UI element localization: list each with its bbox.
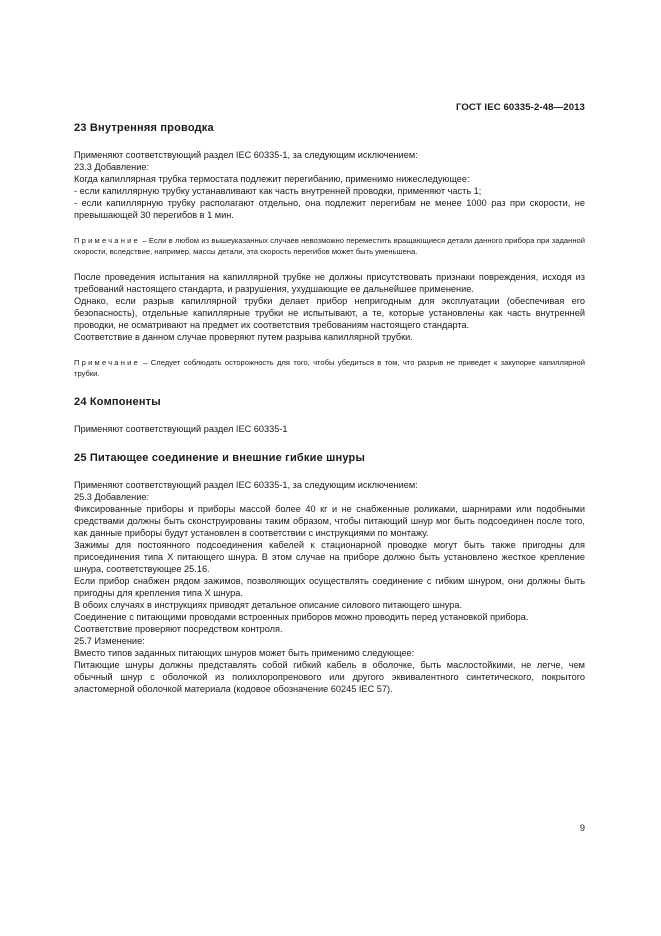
paragraph: - если капиллярную трубку располагают отдельно, она подлежит перегибам не менее 1000 раз при скорости, не превышающей 30 перегибов в 1 мин.	[74, 198, 585, 220]
note-label: Примечание	[74, 236, 140, 245]
paragraph: Вместо типов заданных питающих шнуров может быть применимо следующее:	[74, 648, 415, 658]
paragraph: Применяют соответствующий раздел IEC 60335-1, за следующим исключением:	[74, 480, 418, 490]
paragraph: 23.3 Добавление:	[74, 162, 150, 172]
paragraph: После проведения испытания на капиллярной трубке не должны присутствовать признаки повреждения, исходя из требований настоящего стандарта, и разрушения, ухудшающие ее дальнейшее применение.	[74, 272, 585, 294]
section-25-heading: 25 Питающее соединение и внешние гибкие шнуры	[74, 452, 366, 464]
note-text: – Следует соблюдать осторожность для того, чтобы убедиться в том, что разрыв не приведет к закупорке капиллярной трубки.	[74, 358, 585, 378]
paragraph: Соответствие проверяют посредством контроля.	[74, 624, 283, 634]
note-text: – Если в любом из вышеуказанных случаев невозможно переместить вращающиеся детали данного прибора при заданной скорости, вследствие, например, массы детали, эта скорость перегибов может быть уменьшена.	[74, 236, 585, 256]
paragraph: Соответствие в данном случае проверяют путем разрыва капиллярной трубки.	[74, 332, 413, 342]
paragraph: Питающие шнуры должны представлять собой гибкий кабель в оболочке, быть маслостойкими, не легче, чем обычный шнур с оболочкой из полихлоропренового или другого эквивалентного синтетического, покрытого эластомерной оболочкой материала (кодовое обозначение 60245 IEC 57).	[74, 660, 585, 694]
paragraph: Однако, если разрыв капиллярной трубки делает прибор непригодным для эксплуатации (обеспечивая его безопасность), отдельные капиллярные трубки не испытывают, а те, которые установлены как часть внутренней проводки, не осматривают на предмет их соответствия требованиям настоящего стандарта.	[74, 296, 585, 330]
paragraph: Зажимы для постоянного подсоединения кабелей к стационарной проводке могут быть также пригодны для присоединения типа Х питающего шнура. В этом случае на приборе должно быть установлено жесткое крепление шнура, соответствующее 25.16.	[74, 540, 585, 574]
paragraph: 25.7 Изменение:	[74, 636, 145, 646]
document-body	[74, 121, 585, 695]
paragraph: Когда капиллярная трубка термостата подлежит перегибанию, применимо нижеследующее:	[74, 174, 470, 184]
note	[74, 235, 585, 257]
document-header: ГОСТ IEC 60335-2-48—2013	[455, 102, 585, 113]
paragraph: Применяют соответствующий раздел IEC 60335-1, за следующим исключением:	[74, 150, 418, 160]
paragraph: Если прибор снабжен рядом зажимов, позволяющих осуществлять соединение с гибким шнуром, они должны быть пригодны для крепления типа Х шнура.	[74, 576, 585, 598]
paragraph: - если капиллярную трубку устанавливают как часть внутренней проводки, применяют часть 1;	[74, 186, 482, 196]
note	[74, 357, 585, 379]
page-number: 9	[579, 823, 585, 833]
paragraph: Соединение с питающими проводами встроенных приборов можно проводить перед установкой прибора.	[74, 612, 529, 622]
paragraph: 25.3 Добавление:	[74, 492, 150, 502]
section-24-heading: 24 Компоненты	[74, 396, 161, 408]
section-23-heading: 23 Внутренняя проводка	[74, 122, 214, 134]
note-label: Примечание	[74, 358, 140, 367]
paragraph: Применяют соответствующий раздел IEC 60335-1	[74, 424, 288, 434]
paragraph: Фиксированные приборы и приборы массой более 40 кг и не снабженные роликами, шарнирами или подобными средствами должны быть сконструированы таким образом, чтобы питающий шнур мог быть подсоединен после того, как данные приборы будут установлен в соответствии с инструкциями по монтажу.	[74, 504, 585, 538]
paragraph: В обоих случаях в инструкциях приводят детальное описание силового питающего шнура.	[74, 600, 463, 610]
